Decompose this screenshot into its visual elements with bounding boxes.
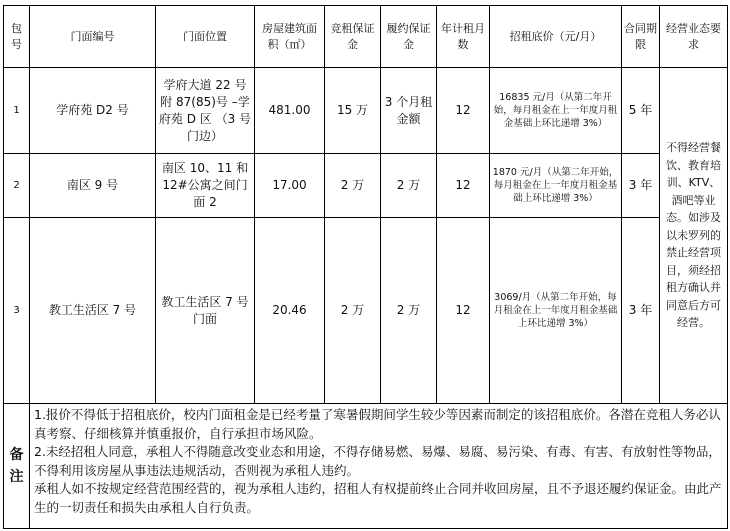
cell-unit-no: 教工生活区 7 号 bbox=[30, 218, 156, 404]
cell-package: 2 bbox=[4, 154, 30, 218]
cell-performance: 2 万 bbox=[381, 218, 437, 404]
header-unit-no: 门面编号 bbox=[30, 6, 156, 68]
header-reserve-price: 招租底价（元/月） bbox=[490, 6, 622, 68]
cell-area: 17.00 bbox=[255, 154, 325, 218]
note-line-2: 2.未经招租人同意，承租人不得随意改变业态和用途，不得存储易燃、易爆、易腐、易污染、有毒、有害、有放射性等物品，不得利用该房屋从事违法违规活动，否则视为承租人违约。 bbox=[34, 444, 721, 478]
cell-term: 3 年 bbox=[622, 218, 660, 404]
cell-term: 5 年 bbox=[622, 68, 660, 154]
cell-months: 12 bbox=[437, 68, 490, 154]
note-line-1: 1.报价不得低于招租底价，校内门面租金是已经考量了寒暑假期间学生较少等因素而制定的该招租底价。各潜在竞租人务必认真考察、仔细核算并慎重报价，自行承担市场风险。 bbox=[34, 407, 721, 441]
cell-deposit: 2 万 bbox=[325, 154, 381, 218]
notes-row bbox=[4, 404, 728, 529]
header-package: 包号 bbox=[4, 6, 30, 68]
rental-table bbox=[3, 5, 728, 529]
cell-area: 20.46 bbox=[255, 218, 325, 404]
cell-package: 3 bbox=[4, 218, 30, 404]
cell-performance: 3 个月租金额 bbox=[381, 68, 437, 154]
header-business-requirement: 经营业态要求 bbox=[660, 6, 728, 68]
notes-label: 备注 bbox=[4, 404, 30, 529]
header-deposit: 竞租保证金 bbox=[325, 6, 381, 68]
cell-deposit: 2 万 bbox=[325, 218, 381, 404]
cell-unit-no: 南区 9 号 bbox=[30, 154, 156, 218]
cell-months: 12 bbox=[437, 218, 490, 404]
header-months: 年计租月数 bbox=[437, 6, 490, 68]
header-area: 房屋建筑面积（㎡） bbox=[255, 6, 325, 68]
header-term: 合同期限 bbox=[622, 6, 660, 68]
cell-reserve-price: 1870 元/月（从第二年开始，每月租金在上一年度月租金基础上环比递增 3%） bbox=[490, 154, 622, 218]
header-location: 门面位置 bbox=[156, 6, 255, 68]
cell-unit-no: 学府苑 D2 号 bbox=[30, 68, 156, 154]
cell-package: 1 bbox=[4, 68, 30, 154]
table-row bbox=[4, 218, 728, 404]
cell-term: 3 年 bbox=[622, 154, 660, 218]
cell-location: 学府大道 22 号附 87(85)号 –学府苑 D 区 （3 号门边） bbox=[156, 68, 255, 154]
cell-deposit: 15 万 bbox=[325, 68, 381, 154]
cell-reserve-price: 3069/月（从第二年开始，每月租金在上一年度月租金基础上环比递增 3%） bbox=[490, 218, 622, 404]
cell-location: 南区 10、11 和 12#公寓之间门面 2 bbox=[156, 154, 255, 218]
cell-business-requirement: 不得经营餐饮、教育培训、KTV、酒吧等业态。如涉及以未罗列的禁止经营项目，须经招租方确认并同意后方可经营。 bbox=[660, 68, 728, 404]
table-row bbox=[4, 154, 728, 218]
header-row bbox=[4, 6, 728, 68]
header-performance: 履约保证金 bbox=[381, 6, 437, 68]
notes-body bbox=[30, 404, 728, 529]
cell-location: 教工生活区 7 号门面 bbox=[156, 218, 255, 404]
cell-performance: 2 万 bbox=[381, 154, 437, 218]
cell-reserve-price: 16835 元/月（从第二年开始，每月租金在上一年度月租金基础上环比递增 3%） bbox=[490, 68, 622, 154]
cell-area: 481.00 bbox=[255, 68, 325, 154]
note-line-3: 承租人如不按规定经营范围经营的，视为承租人违约，招租人有权提前终止合同并收回房屋，且不予退还履约保证金。由此产生的一切责任和损失由承租人自行负责。 bbox=[34, 481, 722, 515]
table-row bbox=[4, 68, 728, 154]
cell-months: 12 bbox=[437, 154, 490, 218]
